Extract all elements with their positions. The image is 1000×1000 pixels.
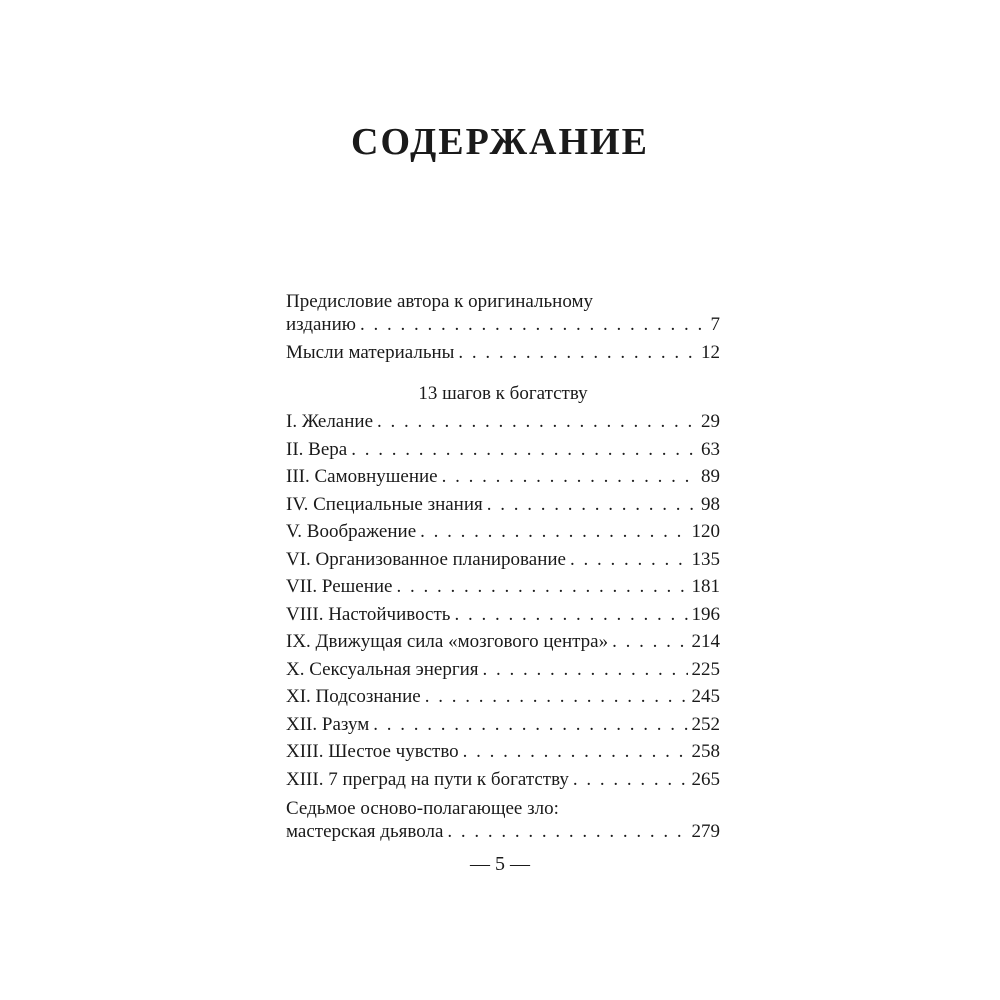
toc-entry-preface: [286, 290, 720, 336]
toc-page-number: 279: [691, 821, 720, 842]
dot-leader: [483, 658, 688, 681]
toc-entry-line: [286, 313, 720, 336]
toc-entry-label: Предисловие автора к оригинальному: [286, 291, 593, 312]
toc-page-number: 120: [691, 521, 720, 542]
toc-chapter-label: III. Самовнушение: [286, 466, 438, 487]
toc-page-number: 265: [691, 768, 720, 790]
toc-page-number: 29: [701, 411, 720, 432]
toc-page-number: 245: [691, 686, 720, 707]
toc-entry-label: Мысли материальны: [286, 342, 455, 363]
toc-chapter-row: [286, 713, 720, 741]
toc-chapter-label: IX. Движущая сила «мозгового центра»: [286, 631, 609, 652]
toc-chapter-label: VI. Организованное планирование: [286, 548, 566, 570]
toc-entry-label: Седьмое осново-полагающее зло:: [286, 798, 559, 819]
toc-chapter-label: XII. Разум: [286, 713, 370, 735]
page-folio: — 5 —: [470, 853, 530, 875]
dot-leader: [454, 603, 687, 626]
dot-leader: [351, 438, 697, 461]
toc-entry-thoughts: [286, 341, 720, 364]
toc-page-number: 196: [691, 603, 720, 625]
dot-leader: [612, 630, 687, 653]
toc-chapter-row: [286, 658, 720, 686]
section-heading: 13 шагов к богатству: [418, 383, 588, 404]
toc-entry-label: изданию: [286, 314, 356, 335]
toc-page-number: 89: [701, 466, 720, 487]
toc-chapter-row: [286, 768, 720, 796]
chapter-list: [286, 410, 720, 795]
dot-leader: [420, 520, 687, 543]
toc-page-number: 12: [701, 342, 720, 363]
toc-chapter-label: V. Воображение: [286, 521, 417, 542]
dot-leader: [458, 341, 697, 364]
dot-leader: [570, 548, 688, 571]
toc-page-number: 258: [691, 741, 720, 762]
dot-leader: [573, 768, 688, 791]
toc-chapter-row: [286, 685, 720, 713]
toc-page-number: 214: [691, 631, 720, 652]
toc-chapter-row: [286, 410, 720, 438]
toc-chapter-label: XI. Подсознание: [286, 686, 421, 707]
dot-leader: [360, 313, 707, 336]
toc-chapter-label: XIII. 7 преград на пути к богатству: [286, 768, 569, 790]
dot-leader: [463, 740, 688, 763]
toc-chapter-row: [286, 575, 720, 603]
toc-chapter-label: II. Вера: [286, 438, 348, 460]
toc-entry-label: мастерская дьявола: [286, 821, 444, 842]
dot-leader: [447, 820, 687, 843]
toc-page-number: 181: [691, 576, 720, 597]
toc-page-number: 252: [691, 713, 720, 735]
toc-page-number: 135: [691, 548, 720, 570]
table-of-contents: [286, 290, 720, 843]
toc-chapter-row: [286, 740, 720, 768]
toc-page-number: 63: [701, 438, 720, 460]
toc-entry-line: [286, 820, 720, 843]
toc-chapter-row: [286, 630, 720, 658]
toc-chapter-label: VII. Решение: [286, 576, 393, 597]
toc-chapter-row: [286, 465, 720, 493]
toc-entry-line: [286, 341, 720, 364]
dot-leader: [425, 685, 688, 708]
toc-chapter-row: [286, 548, 720, 576]
toc-chapter-row: [286, 520, 720, 548]
toc-chapter-row: [286, 493, 720, 521]
dot-leader: [377, 410, 697, 433]
toc-page-number: 98: [701, 493, 720, 515]
dot-leader: [442, 465, 697, 488]
dot-leader: [396, 575, 687, 598]
toc-chapter-row: [286, 438, 720, 466]
toc-chapter-row: [286, 603, 720, 631]
toc-page-number: 7: [710, 314, 720, 335]
toc-chapter-label: X. Сексуальная энергия: [286, 658, 479, 680]
toc-chapter-label: VIII. Настойчивость: [286, 603, 451, 625]
toc-entry-final: [286, 797, 720, 843]
dot-leader: [373, 713, 687, 736]
toc-chapter-label: XIII. Шестое чувство: [286, 741, 459, 762]
toc-chapter-label: I. Желание: [286, 411, 374, 432]
toc-chapter-label: IV. Специальные знания: [286, 493, 483, 515]
page-title: СОДЕРЖАНИЕ: [351, 121, 649, 163]
toc-page-number: 225: [691, 658, 720, 680]
dot-leader: [487, 493, 697, 516]
